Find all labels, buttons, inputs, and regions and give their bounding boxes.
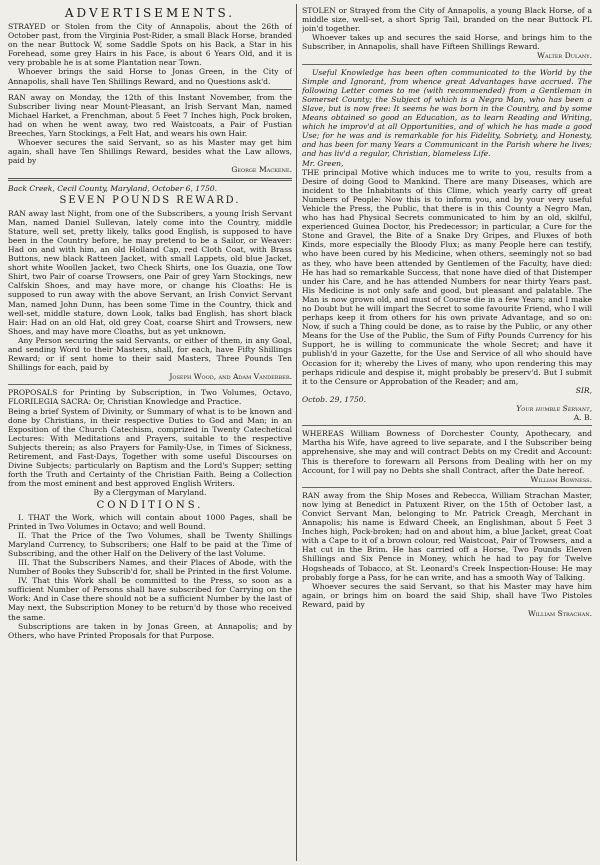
advert-runaway-cheek [302, 491, 592, 618]
right-column [302, 6, 592, 859]
condition-item: I. THAT the Work, which will contain about 1000 Pages, shall be Printed in Two Volumes in Octavo; and well Bound. [8, 512, 292, 531]
advert-signature: Walter Dulany. [537, 51, 592, 61]
article-closing: Your humble Servant, [516, 404, 592, 414]
article-useful-knowledge [302, 68, 592, 423]
advert-divider [302, 64, 592, 65]
advertisements-header: ADVERTISEMENTS. [64, 6, 236, 20]
advert-text: Whoever secures the said Servant, so as his Master may get him again, shall have Ten Shillings Reward, besides what the Law allows, paid by [8, 138, 292, 166]
article-salutation: Mr. Green, [302, 158, 344, 168]
advert-text: Any Person securing the said Servants, or either of them, in any Goal, and sending Word to their Masters, shall, for each, have Fifty Shillings Reward; or if sent home to their said Masters, Three Pounds Ten Shillings for each, paid by [8, 335, 292, 373]
advert-text: STRAYED or Stolen from the City of Annapolis, about the 26th of October past, from the Virginia Post-Rider, a small Black Horse, branded on the near Buttock W, some Saddle Spots on his Back, a Star in his Forehead, some grey Hairs in his Face, is about 6 Years Old, and it is very probable he is at some Plantation near Town. [8, 22, 292, 68]
advert-text: Whoever brings the said Horse to Jonas Green, in the City of Annapolis, shall have Ten Shillings Reward, and no Questions ask'd. [8, 67, 292, 86]
advert-seven-pounds [8, 184, 292, 382]
advert-stolen-horse [8, 22, 292, 86]
advert-dateline: Back Creek, Cecil County, Maryland, October 6, 1750. [8, 183, 218, 193]
advert-text: Whoever takes up and secures the said Horse, and brings him to the Subscriber, in Annapolis, shall have Fifteen Shillings Reward. [302, 33, 592, 52]
advert-text: STOLEN or Strayed from the City of Annapolis, a young Black Horse, of a middle size, well-set, a short Sprig Tail, branded on the near Buttock PL join'd together. [302, 6, 592, 34]
advert-divider [8, 89, 292, 90]
condition-item: III. That the Subscribers Names, and their Places of Abode, with the Number of Books they Subscrib'd for, shall be Printed in the first Volume. [8, 557, 292, 577]
advert-proposals [8, 388, 292, 639]
advert-divider [8, 178, 292, 181]
advert-title: SEVEN POUNDS REWARD. [59, 194, 241, 206]
article-intro: Useful Knowledge has been often communicated to the World by the Simple and Ignorant, from whence great Advantages have accrued. The following Letter comes to me (with recommended) from a Gentleman in Somerset County; the Subject of which is a Negro Man, who has been a Slave, but is now free: It seems he was born in the Country, and by some Means obtained so good an Education, as to learn Reading and Writing, which he improv'd at all Opportunities, and of which he has made a good Use; for he was and is remarkable for his Fidelity, Sobriety, and Honesty, and has been for many Years a Communicant in the Parish where he lives; and has liv'd a regular, Christian, blameless Life. [302, 67, 592, 159]
advert-divider [8, 384, 292, 385]
left-column [8, 6, 292, 859]
article-letter-body: THE principal Motive which induces me to write to you, results from a Desire of doing Good to Mankind. There are many Diseases, which are incident to the Inhabitants of this Clime, which yearly carry off great Numbers of People: Now this is to inform you, and by your very useful Vehicle the Press, the Public, that there is in this County a Negro Man, who has had Physical Secrets communicated to him by an old, skilful, experienced Guinea Doctor, his Predecessor; in particular, a Cure for the Stone and Gravel, the Bite of a Snake Dry Gripes, and Fluxes of both Kinds, more especially the Bloody Flux; as many People here can testify, who have been cured by his Medicine, when others, seemingly not so bad as they, who have been attended by Gentlemen of the Faculty, have died: He has had so remarkable Success, that none have died of that Distemper under his Care, and he has attended Numbers for near thirty Years past. His Medicine is not only safe and good, but pleasant and palatable. The Man is now grown old, and must of Course die in a few Years; and I make no Doubt but he will impart the Secret to some favourite Friend, who I will perhaps keep it from others for his own private Advantage, and so on: Now, if such a Thing could be done, as to raise by the Public, or any other Means for the Use of the Public, the Sum of Fifty Pounds Currency for his Support, he is willing to communicate the whole Secret; and have it publish'd in your Gazette, for the Use and Service of all who should have Occasion for it; whereby the Lives of many, who upon rendering this may perhaps ridicule and despise it, might probably be preserv'd. But I submit it to the Censure or Approbation of the Reader; and am, [302, 167, 592, 386]
advert-text: Whoever secures the said Servant, so that his Master may have him again, or brings him on board the said Ship, shall have Two Pistoles Reward, paid by [302, 581, 592, 609]
advert-signature: Joseph Wood, and Adam Vanderber. [169, 372, 292, 382]
advert-signature: William Bowness. [530, 474, 592, 484]
column-divider [296, 4, 297, 861]
advert-text: Being a brief System of Divinity, or Summary of what is to be known and done by Christians, in their respective Duties to God and Man; in an Exposition of the Church Catechism, comprized in Twenty Catechetical Lectures: With Meditations and Prayers, suitable to the respective Subjects therein; as also Prayers for Family-Use, in Times of Sickness, Retirement, and Fast-Days, Together with some useful Discourses on Divine Subjects; particularly on Baptism and the Lord's Supper; setting forth the Truth and Certainty of the Christian Faith. Being a Collection from the most eminent and best approved English Writers. [8, 406, 292, 489]
advert-signature: William Strachan. [527, 609, 592, 618]
conditions-title: CONDITIONS. [96, 499, 204, 511]
advert-whereas-bowness [302, 429, 592, 484]
advert-text: PROPOSALS for Printing by Subscription, in Two Volumes, Octavo, FLORILEGIA SACRA: Or, Christian Knowledge and Practice. [8, 388, 292, 407]
article-date: Octob. 29, 1750. [302, 394, 367, 404]
advert-byline: By a Clergyman of Maryland. [93, 488, 207, 498]
advert-divider [302, 487, 592, 488]
condition-item: II. That the Price of the Two Volumes, shall be Twenty Shillings Maryland Currency, to Subscribers; one Half to be paid at the Time of Subscribing, and the other Half on the Delivery of the last Volume. [8, 530, 292, 558]
advert-text: WHEREAS William Bowness of Dorchester County, Apothecary, and Martha his Wife, have agreed to live separate, and I the Subscriber being apprehensive, she may and will contract Debts on my Credit and Account: This is therefore to forewarn all Persons from Dealing with her on my Account, for I will pay no Debts she shall Contract, after the Date hereof. [302, 429, 592, 475]
advert-text: RAN away on Monday, the 12th of this Instant November, from the Subscriber living near Mount-Pleasant, an Irish Servant Man, named Michael Harket, a Frenchman, about 5 Feet 7 Inches high, Pock broken, had on when he went away, two red Waistcoats, a Pair of Fustian Breeches, Yarn Stockings, a Felt Hat, and wears his own Hair. [8, 92, 292, 139]
advert-runaway-harket [8, 93, 292, 175]
advert-stolen-black-horse [302, 6, 592, 61]
article-sir: SIR, [575, 385, 592, 395]
condition-item: IV. That this Work shall be committed to the Press, so soon as a sufficient Number of Persons shall have subscribed for Carrying on the Work: And in Case there should not be a sufficient Number by the last of May next, the Subscription Money to be return'd by those who received the same. [8, 576, 292, 622]
advert-divider [302, 425, 592, 426]
article-initials: A. B. [573, 413, 592, 423]
advert-text: RAN away from the Ship Moses and Rebecca, William Strachan Master, now lying at Benedict in Patuxent River, on the 15th of October last, a Convict Servant Man, belonging to Mr. Patrick Creagh, Merchant in Annapolis; his name is Edward Cheek, an Englishman, about 5 Feet 3 Inches high, Pock-broken; had on and about him, a blue Jacket, great Coat with a Cape to it of a brown colour, red Waistcoat, Pair of Trowsers, and a Hat cut in the Brim. He has carried off a Horse, Two Pounds Eleven Shillings and Six Pence in Money, which he had to pay for Twelve Hogsheads of Tobacco, at St. Leonard's Creek Inspection-House: He may probably forge a Pass, for he can write, and has a smooth Way of Talking. [302, 490, 592, 582]
advert-text: RAN away last Night, from one of the Subscribers, a young Irish Servant Man, named Daniel Sullevan, lately come into the Country, middle Stature, well set, pretty likely, talks good English, is supposed to have been in the Country before, he may pretend to be a Sailor, or Weaver: Had on and with him, an old Holland Cap, red Cloth Coat, with Brass Buttons, new black Ratteen Jacket, with small Lappets, old blue Jacket, short white Woollen Jacket, two Check Shirts, one Ios Guazia, one Tow Shirt, two Pair of coarse Trowsers, one Pair of grey Yarn Stockings, new Calfskin Shoes, and may have more, or change his Cloaths: He is supposed to run away with the above Servant, an Irish Convict Servant Man, named John Dunn, has been some Time in the Country, thick and well-set, middle stature, down Look, talks bad English, has short black Hair: Had on an old Hat, old grey Coat, coarse Shirt and Trowsers, new Shoes, and may have more Cloaths, but as yet unknown. [8, 208, 292, 336]
condition-item: Subscriptions are taken in by Jonas Green, at Annapolis; and by Others, who have Printed Proposals for that Purpose. [8, 621, 292, 640]
advert-signature: George Mackene. [231, 165, 292, 175]
